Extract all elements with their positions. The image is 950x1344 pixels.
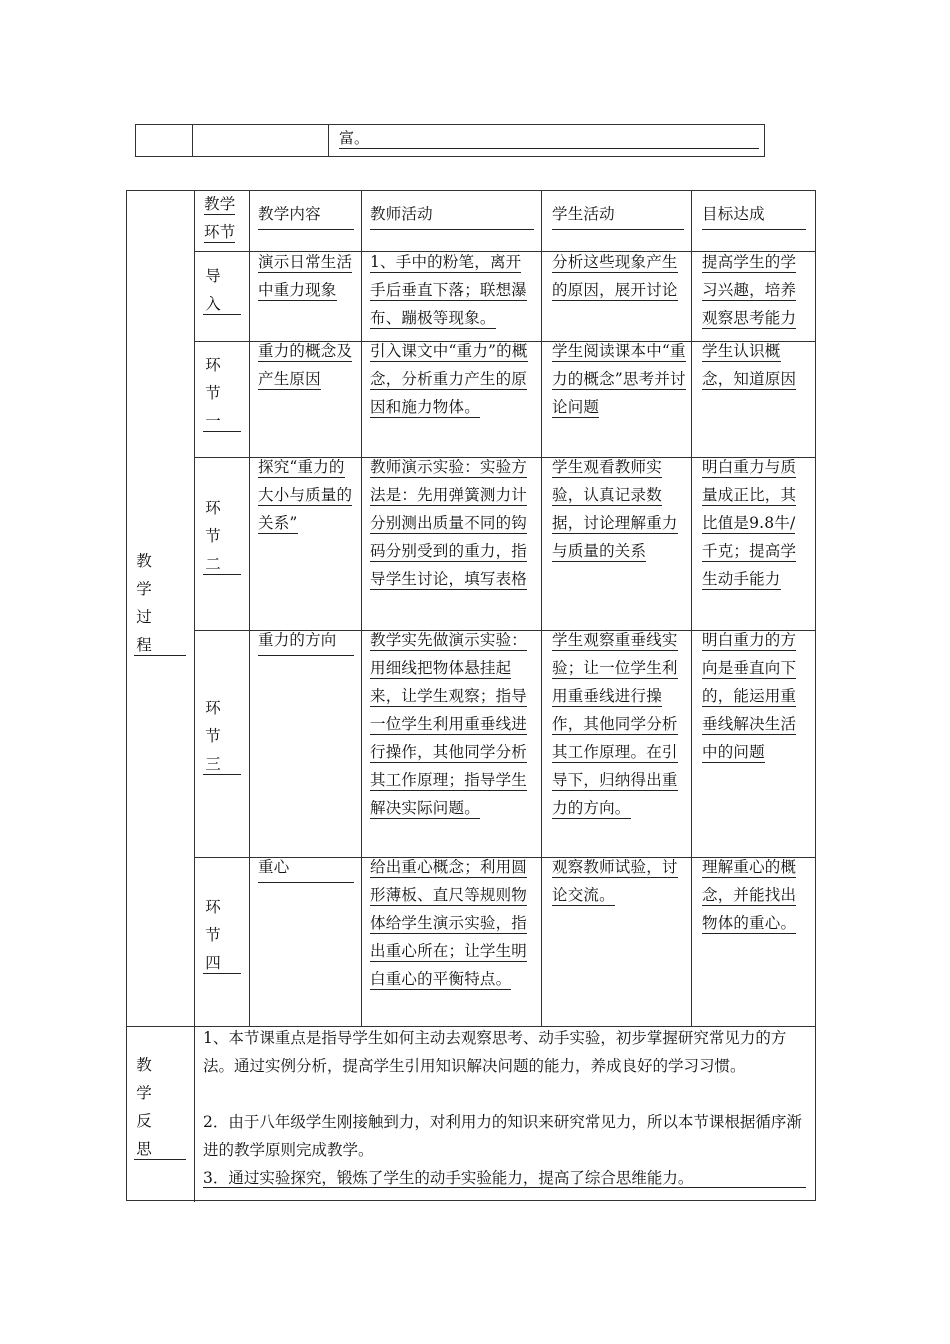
column-divider	[328, 125, 329, 156]
row-teacher: 引入课文中“重力”的概念，分析重力产生的原因和施力物体。	[370, 342, 528, 416]
row-content: 探究“重力的大小与质量的关系”	[258, 458, 353, 532]
row-student: 分析这些现象产生的原因，展开讨论	[552, 253, 678, 299]
header-student: 学生活动	[552, 200, 684, 230]
row-teacher: 教师演示实验：实验方法是：先用弹簧测力计分别测出质量不同的钩码分别受到的重力，指导学生讨论，填写表格	[370, 458, 528, 588]
column-divider	[194, 191, 195, 1026]
stage-char: 节	[205, 527, 221, 545]
underline	[203, 1187, 806, 1188]
reflection-paragraph-2: 2．由于八年级学生刚接触到力，对利用力的知识来研究常见力，所以本节课根据循序渐进的教学原则完成教学。	[203, 1113, 802, 1159]
stage-char: 环	[205, 356, 221, 374]
row-student: 学生阅读课本中“重力的概念”思考并讨论问题	[552, 342, 686, 416]
reflection-label-char: 教	[136, 1056, 152, 1074]
fragment-table	[135, 124, 765, 157]
column-divider	[541, 191, 542, 1026]
underline	[134, 655, 186, 656]
row-content: 重力的概念及产生原因	[258, 342, 353, 388]
stage-char: 一	[205, 412, 221, 430]
underline	[203, 431, 241, 432]
underline	[203, 973, 241, 974]
reflection-label-char: 思	[136, 1140, 152, 1158]
row-goal: 明白重力的方向是垂直向下的，能运用重垂线解决生活中的问题	[702, 631, 797, 761]
column-divider	[192, 125, 193, 156]
stage-char: 环	[205, 898, 221, 916]
header-content: 教学内容	[258, 200, 354, 230]
column-divider	[194, 1026, 195, 1202]
stage-char: 二	[205, 555, 221, 573]
row-teacher: 教学实先做演示实验：用细线把物体悬挂起来，让学生观察；指导一位学生利用重垂线进行操作，其他同学分析其工作原理；指导学生解决实际问题。	[370, 631, 528, 817]
underline	[203, 774, 241, 775]
header-teacher: 教师活动	[370, 200, 534, 230]
reflection-label-char: 反	[136, 1112, 152, 1130]
row-student: 学生观察重垂线实验；让一位学生利用重垂线进行操作，其他同学分析其工作原理。在引导下，归纳得出重力的方向。	[552, 631, 678, 817]
underline	[203, 574, 241, 575]
process-label-char: 学	[136, 580, 152, 598]
reflection-label-char: 学	[136, 1084, 152, 1102]
row-goal: 学生认识概念，知道原因	[702, 342, 797, 388]
row-content: 演示日常生活中重力现象	[258, 253, 353, 299]
stage-char: 入	[205, 295, 221, 313]
row-teacher: 1、手中的粉笔，离开手后垂直下落；联想瀑布、蹦极等现象。	[370, 253, 528, 327]
fragment-text: 富。	[339, 128, 759, 149]
stage-char: 导	[205, 267, 221, 285]
stage-char: 节	[205, 926, 221, 944]
row-student: 观察教师试验，讨论交流。	[552, 858, 678, 904]
header-goal: 目标达成	[702, 200, 806, 230]
row-content: 重心	[258, 853, 354, 883]
stage-char: 三	[205, 755, 221, 773]
process-label-char: 教	[136, 552, 152, 570]
stage-char: 环	[205, 699, 221, 717]
stage-char: 节	[205, 384, 221, 402]
header-stage: 教学环节	[204, 195, 236, 241]
column-divider	[249, 191, 250, 1026]
row-goal: 明白重力与质量成正比，其比值是9.8牛/千克；提高学生动手能力	[702, 458, 797, 588]
stage-char: 环	[205, 499, 221, 517]
row-goal: 理解重心的概念，并能找出物体的重心。	[702, 858, 797, 932]
stage-char: 四	[205, 954, 221, 972]
row-content: 重力的方向	[258, 626, 354, 656]
process-label-char: 程	[136, 636, 152, 654]
row-student: 学生观看教师实验，认真记录数据，讨论理解重力与质量的关系	[552, 458, 678, 560]
reflection-paragraph-1: 1、本节课重点是指导学生如何主动去观察思考、动手实验，初步掌握研究常见力的方法。通过实例分析，提高学生引用知识解决问题的能力，养成良好的学习习惯。	[203, 1029, 787, 1075]
underline	[203, 314, 241, 315]
row-teacher: 给出重心概念；利用圆形薄板、直尺等规则物体给学生演示实验，指出重心所在；让学生明白重心的平衡特点。	[370, 858, 528, 988]
column-divider	[361, 191, 362, 1026]
underline	[134, 1159, 186, 1160]
row-goal: 提高学生的学习兴趣，培养观察思考能力	[702, 253, 797, 327]
stage-char: 节	[205, 727, 221, 745]
reflection-paragraph-3: 3．通过实验探究，锻炼了学生的动手实验能力，提高了综合思维能力。	[203, 1169, 694, 1187]
process-label-char: 过	[136, 608, 152, 626]
column-divider	[691, 191, 692, 1026]
